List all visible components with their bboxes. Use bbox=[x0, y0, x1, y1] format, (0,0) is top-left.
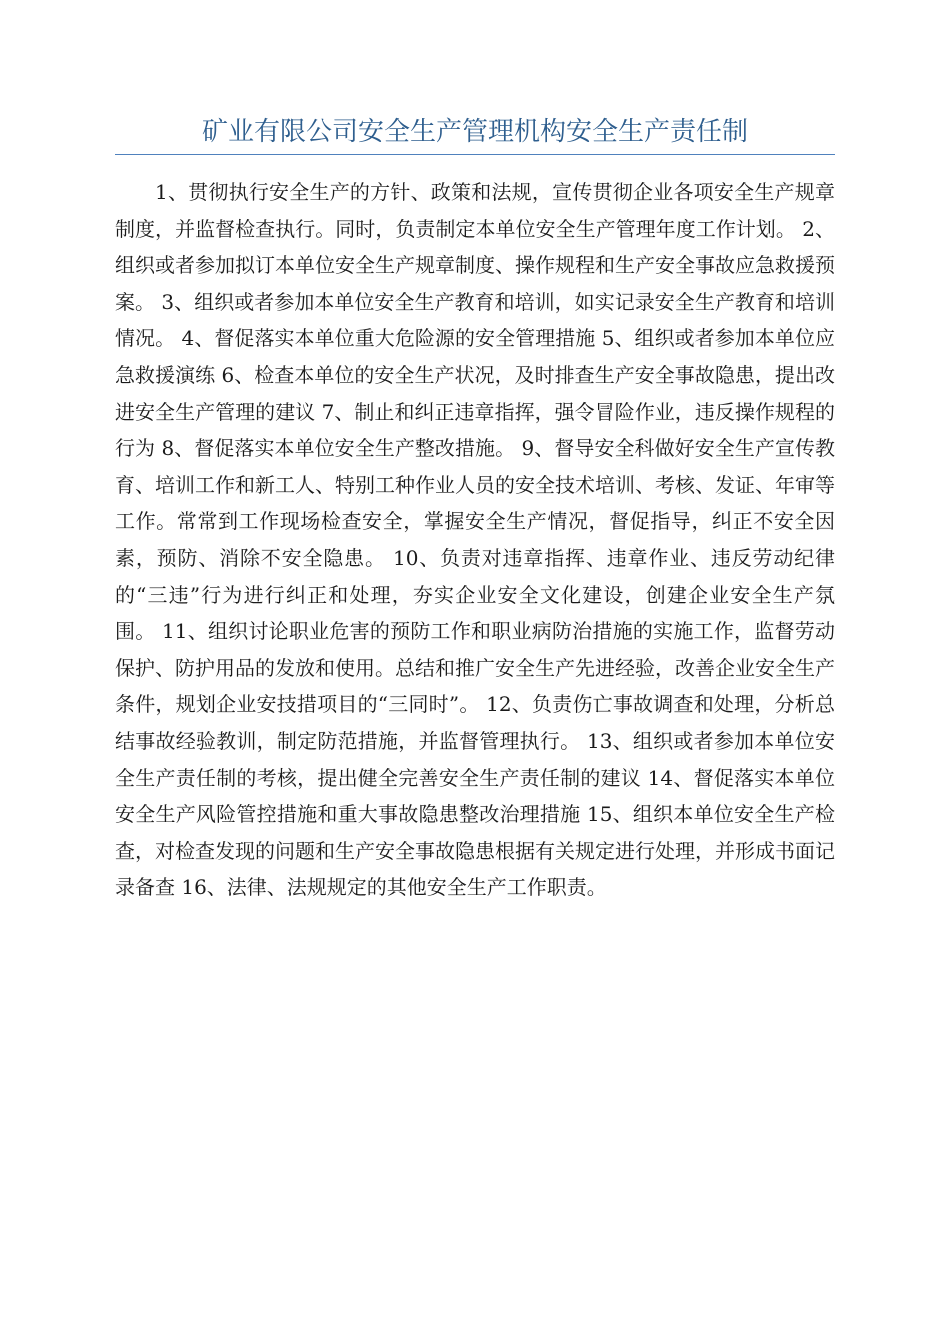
title-underline-divider bbox=[115, 154, 835, 155]
document-title: 矿业有限公司安全生产管理机构安全生产责任制 bbox=[201, 117, 748, 147]
document-body-paragraph: 1、贯彻执行安全生产的方针、政策和法规，宣传贯彻企业各项安全生产规章制度，并监督检查执行。同时，负责制定本单位安全生产管理年度工作计划。 2、组织或者参加拟订本单位安全生产规章制度、操作规程和生产安全事故应急救援预案。 3、组织或者参加本单位安全生产教育和培训，如实记录安全生产教育和培训情况。 4、督促落实本单位重大危险源的安全管理措施 5、组织或者参加本单位应急救援演练 6、检查本单位的安全生产状况，及时排查生产安全事故隐患，提出改进安全生产管理的建议 7、制止和纠正违章指挥，强令冒险作业，违反操作规程的行为 8、督促落实本单位安全生产整改措施。 9、督导安全科做好安全生产宣传教育、培训工作和新工人、特别工种作业人员的安全技术培训、考核、发证、年审等工作。常常到工作现场检查安全，掌握安全生产情况，督促指导，纠正不安全因素，预防、消除不安全隐患。 10、负责对违章指挥、违章作业、违反劳动纪律的“三违”行为进行纠正和处理，夯实企业安全文化建设，创建企业安全生产氛围。 11、组织讨论职业危害的预防工作和职业病防治措施的实施工作，监督劳动保护、防护用品的发放和使用。总结和推广安全生产先进经验，改善企业安全生产条件，规划企业安技措项目的“三同时”。 12、负责伤亡事故调查和处理，分析总结事故经验教训，制定防范措施，并监督管理执行。 13、组织或者参加本单位安全生产责任制的考核，提出健全完善安全生产责任制的建议 14、督促落实本单位安全生产风险管控措施和重大事故隐患整改治理措施 15、组织本单位安全生产检查，对检查发现的问题和生产安全事故隐患根据有关规定进行处理，并形成书面记录备查 16、法律、法规规定的其他安全生产工作职责。 bbox=[115, 180, 835, 900]
